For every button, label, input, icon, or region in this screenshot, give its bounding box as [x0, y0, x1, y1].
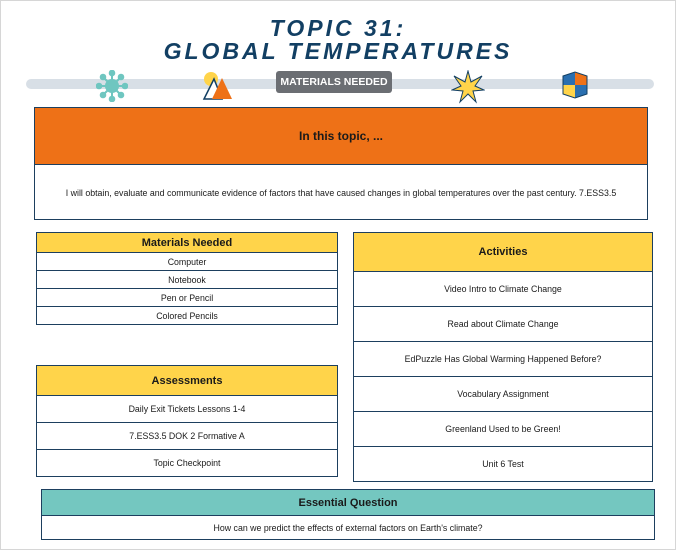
activities-heading: Activities [354, 233, 653, 272]
essential-question-table [41, 489, 655, 540]
activities-item: Read about Climate Change [354, 307, 653, 342]
cube-icon [561, 71, 589, 99]
materials-item: Computer [37, 253, 338, 271]
activities-item: Vocabulary Assignment [354, 377, 653, 412]
materials-table [36, 232, 338, 325]
assessments-item: Topic Checkpoint [37, 450, 338, 477]
assessments-table [36, 365, 338, 477]
activities-item: Video Intro to Climate Change [354, 272, 653, 307]
topic-objective: I will obtain, evaluate and communicate evidence of factors that have caused changes in global temperatures over the past century. 7.ESS3.5 [34, 164, 648, 220]
virus-icon [96, 70, 128, 102]
materials-needed-badge: MATERIALS NEEDED [276, 71, 392, 93]
activities-item: EdPuzzle Has Global Warming Happened Before? [354, 342, 653, 377]
essential-question-text: How can we predict the effects of external factors on Earth's climate? [42, 516, 655, 540]
materials-item: Colored Pencils [37, 307, 338, 325]
assessments-item: Daily Exit Tickets Lessons 1-4 [37, 396, 338, 423]
materials-item: Notebook [37, 271, 338, 289]
assessments-heading: Assessments [37, 366, 338, 396]
activities-table [353, 232, 653, 482]
page-title-line-2: GLOBAL TEMPERATURES [163, 38, 513, 64]
starburst-icon [451, 70, 485, 104]
activities-item: Greenland Used to be Green! [354, 412, 653, 447]
triangle-sun-icon [200, 70, 234, 100]
activities-item: Unit 6 Test [354, 447, 653, 482]
materials-heading: Materials Needed [37, 233, 338, 253]
essential-question-heading: Essential Question [42, 490, 655, 516]
assessments-item: 7.ESS3.5 DOK 2 Formative A [37, 423, 338, 450]
page-title-line-1: TOPIC 31: [269, 15, 407, 41]
topic-heading: In this topic, ... [34, 107, 648, 165]
materials-item: Pen or Pencil [37, 289, 338, 307]
